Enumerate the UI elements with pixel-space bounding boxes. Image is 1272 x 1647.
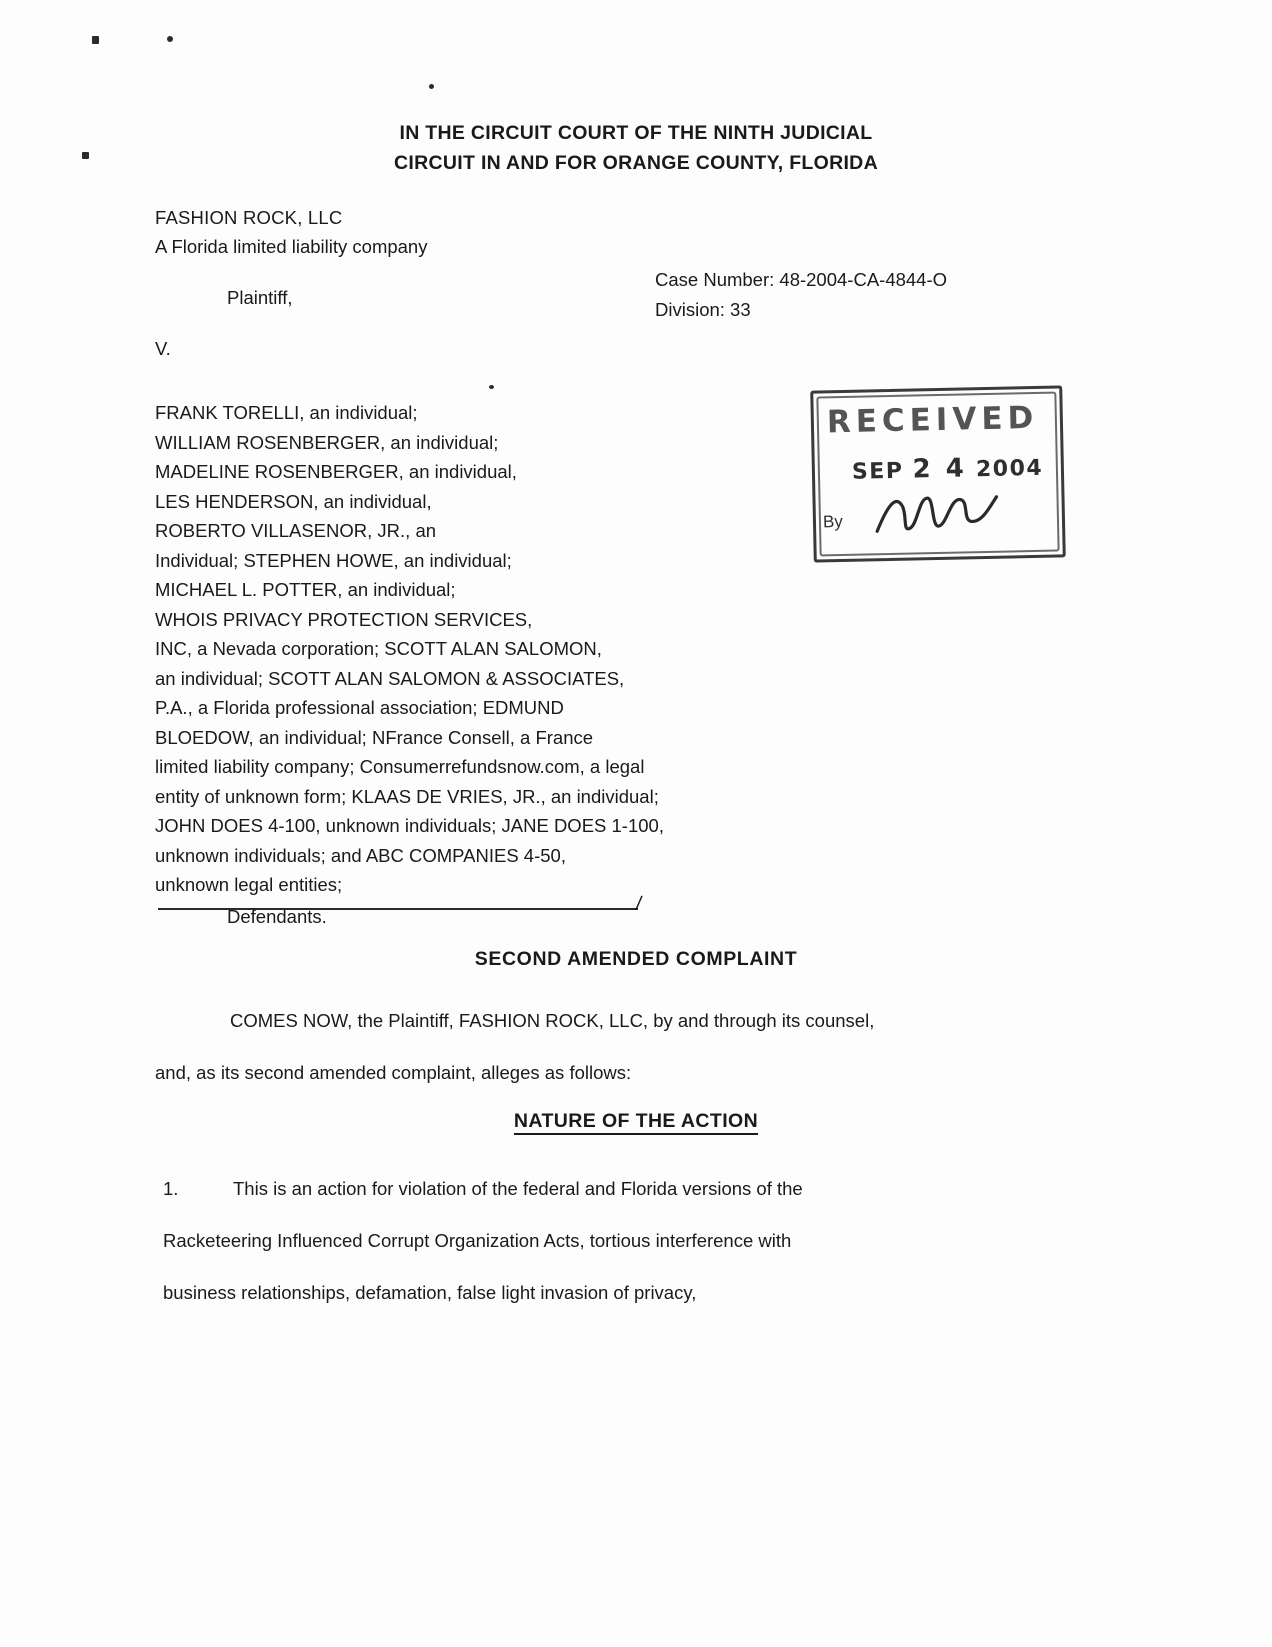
defendant-line: WILLIAM ROSENBERGER, an individual; xyxy=(155,431,499,453)
intro-line-1: COMES NOW, the Plaintiff, FASHION ROCK, LLC, by and through its counsel, xyxy=(230,1010,875,1031)
stamp-date xyxy=(852,452,1044,486)
plaintiff-label: Plaintiff, xyxy=(227,287,293,308)
defendant-line: MICHAEL L. POTTER, an individual; xyxy=(155,579,456,600)
stamp-received-text: RECEIVED xyxy=(826,399,1039,441)
stamp-day: 2 4 xyxy=(912,453,968,485)
division: Division: 33 xyxy=(655,299,751,320)
scan-artifact xyxy=(92,36,99,44)
document-title: SECOND AMENDED COMPLAINT xyxy=(474,948,798,970)
court-title xyxy=(0,118,1272,178)
defendant-line: LES HENDERSON, an individual, xyxy=(155,490,432,512)
signature-icon xyxy=(872,483,1003,546)
defendant-line: Individual; STEPHEN HOWE, an individual; xyxy=(155,549,512,571)
caption-separator-slash: / xyxy=(634,892,644,916)
versus-label: V. xyxy=(155,338,171,359)
defendant-line: ROBERTO VILLASENOR, JR., an xyxy=(155,520,437,541)
paragraph-line: This is an action for violation of the federal and Florida versions of the xyxy=(233,1178,803,1199)
stamp-by-label: By xyxy=(822,512,844,532)
defendant-line: an individual; SCOTT ALAN SALOMON & ASSOCIATES, xyxy=(155,667,625,689)
case-number: Case Number: 48-2004-CA-4844-O xyxy=(655,269,948,290)
defendant-line: WHOIS PRIVACY PROTECTION SERVICES, xyxy=(155,608,533,630)
scan-artifact xyxy=(167,36,173,42)
defendant-line: MADELINE ROSENBERGER, an individual, xyxy=(155,461,517,482)
scan-artifact xyxy=(489,385,494,389)
defendants-label: Defendants. xyxy=(227,905,327,927)
stamp-year: 2004 xyxy=(975,455,1044,483)
defendant-line: unknown legal entities; xyxy=(155,874,343,895)
stamp-month: SEP xyxy=(851,458,904,485)
defendant-line: JOHN DOES 4-100, unknown individuals; JANE DOES 1-100, xyxy=(155,815,664,836)
court-title-line-2: CIRCUIT IN AND FOR ORANGE COUNTY, FLORIDA xyxy=(394,152,878,174)
paragraph-line: business relationships, defamation, false light invasion of privacy, xyxy=(163,1282,697,1303)
received-stamp xyxy=(810,385,1066,562)
section-heading xyxy=(0,1110,1272,1133)
defendant-line: unknown individuals; and ABC COMPANIES 4-50, xyxy=(155,844,566,866)
caption-separator-line xyxy=(158,908,638,910)
defendant-line: P.A., a Florida professional association; EDMUND xyxy=(155,697,564,718)
defendant-line: INC, a Nevada corporation; SCOTT ALAN SALOMON, xyxy=(155,638,602,659)
plaintiff-description: A Florida limited liability company xyxy=(155,236,428,257)
defendants-list xyxy=(155,398,875,931)
paragraph-number: 1. xyxy=(163,1178,179,1199)
defendant-line: FRANK TORELLI, an individual; xyxy=(155,402,418,423)
paragraph-line: Racketeering Influenced Corrupt Organization Acts, tortious interference with xyxy=(163,1230,792,1251)
intro-paragraph xyxy=(155,995,1075,1099)
defendant-line: BLOEDOW, an individual; NFrance Consell, a France xyxy=(155,726,594,748)
court-title-line-1: IN THE CIRCUIT COURT OF THE NINTH JUDICIAL xyxy=(399,122,873,144)
defendant-line: entity of unknown form; KLAAS DE VRIES, JR., an individual; xyxy=(155,785,659,807)
plaintiff-name: FASHION ROCK, LLC xyxy=(155,207,343,228)
scan-artifact xyxy=(429,84,434,89)
intro-line-2: and, as its second amended complaint, alleges as follows: xyxy=(155,1062,632,1083)
case-info xyxy=(655,265,947,325)
numbered-paragraph-1 xyxy=(163,1163,1083,1319)
section-heading-text: NATURE OF THE ACTION xyxy=(514,1110,758,1135)
defendant-line: limited liability company; Consumerrefundsnow.com, a legal xyxy=(155,756,645,777)
